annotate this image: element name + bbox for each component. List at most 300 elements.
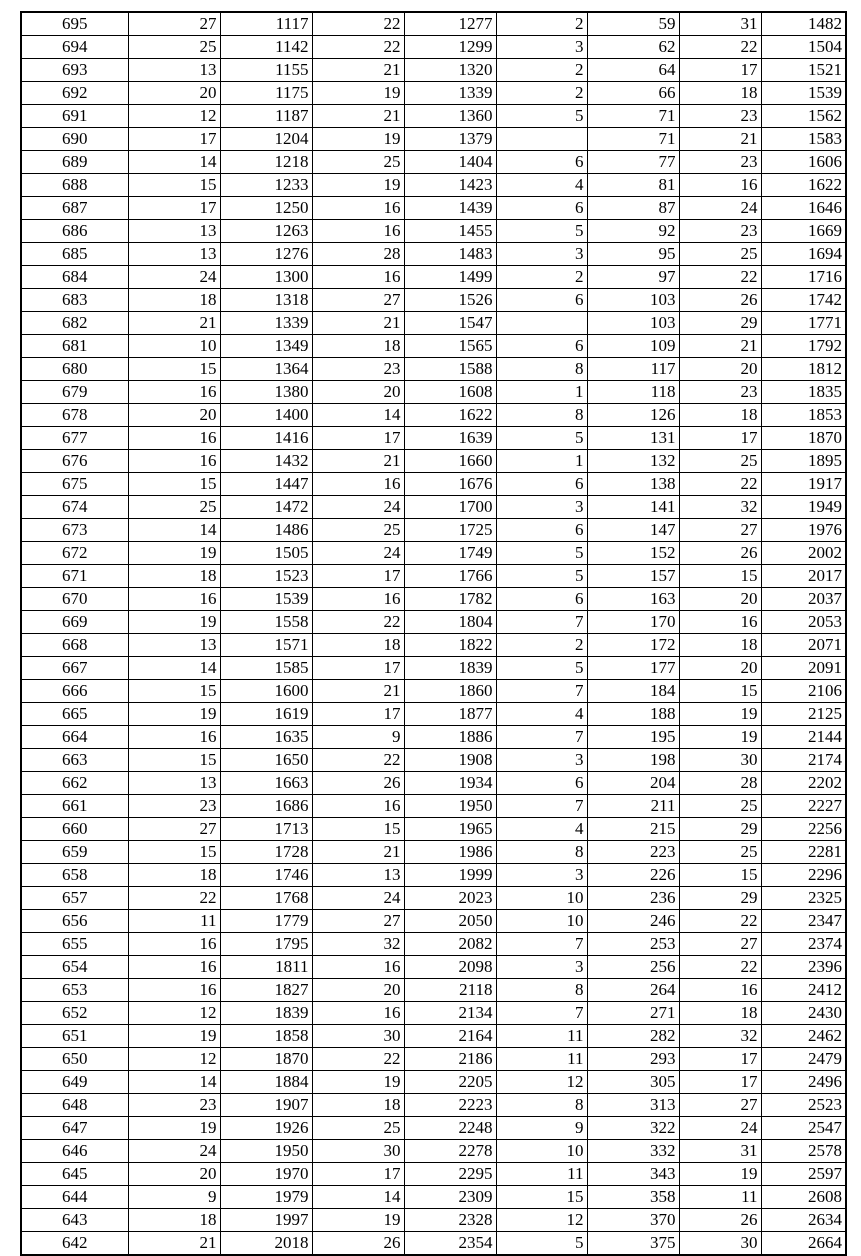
table-cell: 1 <box>496 450 587 473</box>
table-cell: 20 <box>679 657 761 680</box>
table-cell: 25 <box>679 243 761 266</box>
table-cell: 305 <box>587 1071 679 1094</box>
table-cell: 25 <box>312 1117 404 1140</box>
table-row <box>21 841 846 864</box>
table-cell: 2118 <box>404 979 496 1002</box>
table-cell: 19 <box>679 1163 761 1186</box>
table-cell: 15 <box>679 565 761 588</box>
row-score-cell: 650 <box>21 1048 128 1071</box>
table-cell: 18 <box>679 404 761 427</box>
row-score-cell: 684 <box>21 266 128 289</box>
table-cell: 1 <box>496 381 587 404</box>
table-row <box>21 611 846 634</box>
table-cell: 1822 <box>404 634 496 657</box>
table-row <box>21 450 846 473</box>
table-cell: 26 <box>312 772 404 795</box>
table-cell: 1782 <box>404 588 496 611</box>
table-cell: 21 <box>128 1232 220 1256</box>
table-cell: 313 <box>587 1094 679 1117</box>
table-cell: 226 <box>587 864 679 887</box>
table-cell: 126 <box>587 404 679 427</box>
table-cell: 2 <box>496 82 587 105</box>
table-cell: 2125 <box>761 703 846 726</box>
table-cell: 1860 <box>404 680 496 703</box>
table-cell: 1795 <box>220 933 312 956</box>
table-cell: 13 <box>128 772 220 795</box>
table-cell: 2223 <box>404 1094 496 1117</box>
table-body <box>21 12 846 1255</box>
table-cell: 1521 <box>761 59 846 82</box>
table-cell: 1908 <box>404 749 496 772</box>
table-row <box>21 427 846 450</box>
table-cell: 7 <box>496 680 587 703</box>
table-cell: 2106 <box>761 680 846 703</box>
table-cell: 1608 <box>404 381 496 404</box>
table-cell: 4 <box>496 703 587 726</box>
table-cell: 26 <box>679 542 761 565</box>
table-cell: 2205 <box>404 1071 496 1094</box>
table-cell: 177 <box>587 657 679 680</box>
table-cell: 322 <box>587 1117 679 1140</box>
table-cell: 22 <box>128 887 220 910</box>
table-cell: 22 <box>312 36 404 59</box>
table-cell: 15 <box>679 864 761 887</box>
table-cell: 2634 <box>761 1209 846 1232</box>
table-cell: 6 <box>496 772 587 795</box>
table-cell: 1970 <box>220 1163 312 1186</box>
table-cell: 7 <box>496 726 587 749</box>
table-cell: 3 <box>496 956 587 979</box>
table-row <box>21 1140 846 1163</box>
table-row <box>21 772 846 795</box>
table-cell: 1380 <box>220 381 312 404</box>
table-cell: 26 <box>312 1232 404 1256</box>
table-cell: 23 <box>679 220 761 243</box>
table-cell: 1870 <box>220 1048 312 1071</box>
row-score-cell: 675 <box>21 473 128 496</box>
table-cell: 2354 <box>404 1232 496 1256</box>
table-cell: 15 <box>128 174 220 197</box>
table-cell: 3 <box>496 36 587 59</box>
table-cell: 18 <box>679 1002 761 1025</box>
table-cell: 26 <box>679 1209 761 1232</box>
table-cell: 132 <box>587 450 679 473</box>
table-cell: 12 <box>128 105 220 128</box>
table-cell: 15 <box>128 473 220 496</box>
table-cell: 2186 <box>404 1048 496 1071</box>
table-cell: 23 <box>679 151 761 174</box>
table-cell: 18 <box>128 864 220 887</box>
table-cell: 2430 <box>761 1002 846 1025</box>
row-score-cell: 648 <box>21 1094 128 1117</box>
row-score-cell: 682 <box>21 312 128 335</box>
table-cell: 2227 <box>761 795 846 818</box>
table-cell: 24 <box>312 887 404 910</box>
row-score-cell: 683 <box>21 289 128 312</box>
table-cell: 21 <box>312 841 404 864</box>
table-cell: 27 <box>312 289 404 312</box>
table-cell: 2037 <box>761 588 846 611</box>
table-cell: 1907 <box>220 1094 312 1117</box>
table-cell: 118 <box>587 381 679 404</box>
table-cell: 1400 <box>220 404 312 427</box>
table-cell: 14 <box>128 1071 220 1094</box>
table-cell: 2023 <box>404 887 496 910</box>
table-cell: 19 <box>128 1117 220 1140</box>
table-cell: 1483 <box>404 243 496 266</box>
table-cell: 20 <box>312 979 404 1002</box>
table-cell: 1600 <box>220 680 312 703</box>
table-cell: 163 <box>587 588 679 611</box>
table-cell: 16 <box>128 427 220 450</box>
table-cell: 87 <box>587 197 679 220</box>
table-cell: 1583 <box>761 128 846 151</box>
table-cell: 253 <box>587 933 679 956</box>
table-cell: 24 <box>128 1140 220 1163</box>
table-cell: 1934 <box>404 772 496 795</box>
table-cell: 25 <box>128 496 220 519</box>
table-cell: 1804 <box>404 611 496 634</box>
table-cell: 20 <box>128 82 220 105</box>
table-cell: 19 <box>128 611 220 634</box>
table-row <box>21 1048 846 1071</box>
table-cell: 22 <box>312 1048 404 1071</box>
table-cell: 32 <box>679 496 761 519</box>
table-cell: 17 <box>679 1071 761 1094</box>
table-cell: 15 <box>128 841 220 864</box>
table-cell: 1423 <box>404 174 496 197</box>
table-cell: 1965 <box>404 818 496 841</box>
table-cell: 29 <box>679 887 761 910</box>
table-cell: 1997 <box>220 1209 312 1232</box>
table-cell: 24 <box>312 542 404 565</box>
table-row <box>21 588 846 611</box>
table-cell: 15 <box>128 680 220 703</box>
table-row <box>21 1002 846 1025</box>
row-score-cell: 674 <box>21 496 128 519</box>
table-row <box>21 795 846 818</box>
table-cell: 1588 <box>404 358 496 381</box>
table-cell: 12 <box>496 1209 587 1232</box>
table-cell: 1811 <box>220 956 312 979</box>
table-cell: 1728 <box>220 841 312 864</box>
table-cell: 1812 <box>761 358 846 381</box>
table-cell: 358 <box>587 1186 679 1209</box>
table-cell: 1155 <box>220 59 312 82</box>
table-cell: 16 <box>312 220 404 243</box>
table-cell: 1827 <box>220 979 312 1002</box>
table-cell: 13 <box>128 220 220 243</box>
table-cell: 25 <box>128 36 220 59</box>
table-cell: 2256 <box>761 818 846 841</box>
table-row <box>21 473 846 496</box>
table-cell: 13 <box>128 59 220 82</box>
table-row <box>21 1209 846 1232</box>
table-cell: 18 <box>312 1094 404 1117</box>
score-distribution-table <box>20 11 847 1256</box>
row-score-cell: 651 <box>21 1025 128 1048</box>
row-score-cell: 662 <box>21 772 128 795</box>
table-cell: 1660 <box>404 450 496 473</box>
row-score-cell: 652 <box>21 1002 128 1025</box>
table-cell: 1884 <box>220 1071 312 1094</box>
table-cell: 1686 <box>220 795 312 818</box>
table-cell: 16 <box>128 726 220 749</box>
table-cell: 1432 <box>220 450 312 473</box>
table-cell: 16 <box>312 197 404 220</box>
table-cell: 1870 <box>761 427 846 450</box>
table-cell: 16 <box>679 979 761 1002</box>
row-score-cell: 670 <box>21 588 128 611</box>
table-cell: 2071 <box>761 634 846 657</box>
table-cell: 21 <box>128 312 220 335</box>
table-cell: 16 <box>312 795 404 818</box>
table-row <box>21 266 846 289</box>
row-score-cell: 668 <box>21 634 128 657</box>
table-cell: 1979 <box>220 1186 312 1209</box>
table-cell: 1725 <box>404 519 496 542</box>
table-cell: 4 <box>496 818 587 841</box>
table-cell: 18 <box>312 634 404 657</box>
table-cell: 1877 <box>404 703 496 726</box>
table-cell: 1499 <box>404 266 496 289</box>
table-cell: 117 <box>587 358 679 381</box>
row-score-cell: 665 <box>21 703 128 726</box>
table-cell: 16 <box>128 933 220 956</box>
table-cell: 1204 <box>220 128 312 151</box>
table-cell: 1504 <box>761 36 846 59</box>
table-cell: 1558 <box>220 611 312 634</box>
table-cell: 1276 <box>220 243 312 266</box>
table-cell: 24 <box>679 197 761 220</box>
table-cell: 30 <box>312 1025 404 1048</box>
table-cell: 30 <box>679 749 761 772</box>
table-cell: 21 <box>312 680 404 703</box>
table-row <box>21 59 846 82</box>
table-cell: 103 <box>587 312 679 335</box>
table-cell: 204 <box>587 772 679 795</box>
row-score-cell: 657 <box>21 887 128 910</box>
row-score-cell: 661 <box>21 795 128 818</box>
table-row <box>21 36 846 59</box>
table-cell: 1585 <box>220 657 312 680</box>
table-cell: 1565 <box>404 335 496 358</box>
table-cell: 2523 <box>761 1094 846 1117</box>
table-cell: 19 <box>679 726 761 749</box>
table-cell: 28 <box>312 243 404 266</box>
table-cell: 172 <box>587 634 679 657</box>
table-cell: 6 <box>496 197 587 220</box>
table-cell: 11 <box>496 1048 587 1071</box>
table-row <box>21 289 846 312</box>
table-cell: 1539 <box>761 82 846 105</box>
table-cell: 1233 <box>220 174 312 197</box>
table-cell: 31 <box>679 1140 761 1163</box>
row-score-cell: 677 <box>21 427 128 450</box>
table-cell: 3 <box>496 496 587 519</box>
table-cell: 1505 <box>220 542 312 565</box>
table-cell: 27 <box>128 818 220 841</box>
table-cell: 6 <box>496 519 587 542</box>
table-row <box>21 519 846 542</box>
table-cell: 1486 <box>220 519 312 542</box>
table-cell: 1539 <box>220 588 312 611</box>
table-cell: 1926 <box>220 1117 312 1140</box>
table-cell: 9 <box>312 726 404 749</box>
table-cell: 1950 <box>220 1140 312 1163</box>
table-row <box>21 220 846 243</box>
table-cell: 5 <box>496 1232 587 1256</box>
table-cell: 195 <box>587 726 679 749</box>
table-cell: 2374 <box>761 933 846 956</box>
table-row <box>21 312 846 335</box>
table-row <box>21 1117 846 1140</box>
table-row <box>21 726 846 749</box>
table-cell: 30 <box>312 1140 404 1163</box>
table-cell: 1700 <box>404 496 496 519</box>
table-cell: 21 <box>312 105 404 128</box>
table-cell: 25 <box>312 151 404 174</box>
row-score-cell: 664 <box>21 726 128 749</box>
table-cell: 1917 <box>761 473 846 496</box>
table-cell: 1999 <box>404 864 496 887</box>
table-cell: 1562 <box>761 105 846 128</box>
table-cell: 2248 <box>404 1117 496 1140</box>
table-cell: 17 <box>312 657 404 680</box>
table-cell: 170 <box>587 611 679 634</box>
table-cell: 22 <box>312 749 404 772</box>
table-cell: 27 <box>679 933 761 956</box>
table-cell: 1853 <box>761 404 846 427</box>
table-cell: 15 <box>312 818 404 841</box>
table-cell: 293 <box>587 1048 679 1071</box>
table-cell: 25 <box>312 519 404 542</box>
table-cell: 29 <box>679 818 761 841</box>
table-cell: 2664 <box>761 1232 846 1256</box>
table-row <box>21 496 846 519</box>
table-cell: 1318 <box>220 289 312 312</box>
table-cell: 19 <box>312 128 404 151</box>
table-cell: 131 <box>587 427 679 450</box>
table-cell: 256 <box>587 956 679 979</box>
table-cell: 1175 <box>220 82 312 105</box>
table-row <box>21 657 846 680</box>
table-row <box>21 82 846 105</box>
table-cell: 2017 <box>761 565 846 588</box>
table-cell: 19 <box>128 1025 220 1048</box>
table-cell: 95 <box>587 243 679 266</box>
table-cell: 16 <box>312 956 404 979</box>
table-cell: 2597 <box>761 1163 846 1186</box>
table-cell: 15 <box>128 358 220 381</box>
table-cell: 23 <box>312 358 404 381</box>
table-cell: 2281 <box>761 841 846 864</box>
table-cell: 2098 <box>404 956 496 979</box>
row-score-cell: 663 <box>21 749 128 772</box>
table-cell: 211 <box>587 795 679 818</box>
table-cell: 1619 <box>220 703 312 726</box>
table-cell: 2053 <box>761 611 846 634</box>
table-cell: 21 <box>312 312 404 335</box>
table-cell: 16 <box>128 956 220 979</box>
table-cell: 10 <box>496 910 587 933</box>
table-cell: 4 <box>496 174 587 197</box>
table-cell: 1895 <box>761 450 846 473</box>
table-cell: 15 <box>679 680 761 703</box>
table-cell: 19 <box>128 542 220 565</box>
table-cell: 2 <box>496 59 587 82</box>
row-score-cell: 685 <box>21 243 128 266</box>
table-cell: 8 <box>496 404 587 427</box>
table-cell: 5 <box>496 542 587 565</box>
table-cell: 24 <box>128 266 220 289</box>
table-cell: 2144 <box>761 726 846 749</box>
row-score-cell: 692 <box>21 82 128 105</box>
table-cell: 1300 <box>220 266 312 289</box>
table-cell: 1949 <box>761 496 846 519</box>
row-score-cell: 681 <box>21 335 128 358</box>
table-cell: 2296 <box>761 864 846 887</box>
table-cell: 1650 <box>220 749 312 772</box>
table-cell: 1663 <box>220 772 312 795</box>
table-cell: 2 <box>496 12 587 36</box>
table-row <box>21 1071 846 1094</box>
table-cell: 59 <box>587 12 679 36</box>
table-cell: 1447 <box>220 473 312 496</box>
table-cell: 1950 <box>404 795 496 818</box>
table-cell: 103 <box>587 289 679 312</box>
row-score-cell: 645 <box>21 1163 128 1186</box>
table-cell: 11 <box>496 1025 587 1048</box>
row-score-cell: 653 <box>21 979 128 1002</box>
table-cell: 246 <box>587 910 679 933</box>
table-cell: 109 <box>587 335 679 358</box>
table-row <box>21 565 846 588</box>
table-cell: 14 <box>312 1186 404 1209</box>
table-cell: 64 <box>587 59 679 82</box>
table-row <box>21 404 846 427</box>
row-score-cell: 673 <box>21 519 128 542</box>
row-score-cell: 642 <box>21 1232 128 1256</box>
table-cell: 10 <box>496 887 587 910</box>
table-row <box>21 956 846 979</box>
table-row <box>21 1232 846 1256</box>
table-cell: 9 <box>128 1186 220 1209</box>
table-cell: 71 <box>587 128 679 151</box>
table-cell: 1839 <box>404 657 496 680</box>
table-cell: 18 <box>312 335 404 358</box>
table-cell: 1263 <box>220 220 312 243</box>
table-cell: 1792 <box>761 335 846 358</box>
table-cell: 138 <box>587 473 679 496</box>
table-cell: 1571 <box>220 634 312 657</box>
table-cell: 17 <box>128 128 220 151</box>
table-cell: 1320 <box>404 59 496 82</box>
table-cell: 13 <box>312 864 404 887</box>
table-cell: 1713 <box>220 818 312 841</box>
table-cell: 1364 <box>220 358 312 381</box>
table-row <box>21 1163 846 1186</box>
row-score-cell: 672 <box>21 542 128 565</box>
table-cell: 16 <box>679 611 761 634</box>
table-row <box>21 634 846 657</box>
table-cell: 17 <box>679 59 761 82</box>
table-row <box>21 197 846 220</box>
table-cell: 2134 <box>404 1002 496 1025</box>
table-cell: 14 <box>128 519 220 542</box>
table-cell: 11 <box>679 1186 761 1209</box>
table-cell: 19 <box>312 1071 404 1094</box>
